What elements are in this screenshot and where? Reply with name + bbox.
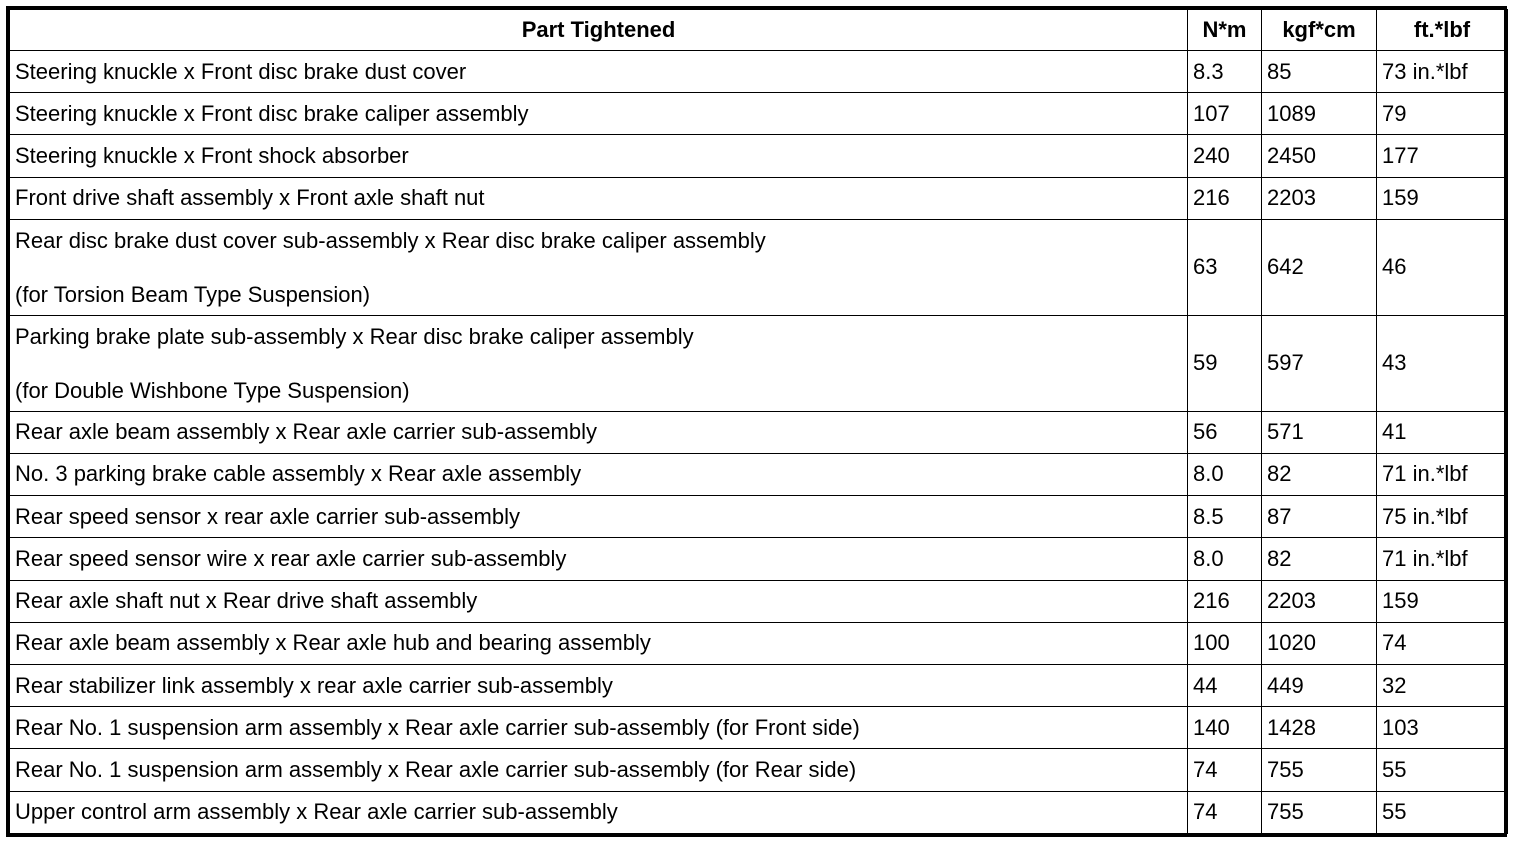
table-header-row bbox=[10, 10, 1508, 51]
header-nm: N*m bbox=[1188, 10, 1262, 51]
cell-nm: 216 bbox=[1188, 580, 1262, 622]
cell-ft-lbf: 79 bbox=[1377, 93, 1508, 135]
cell-ft-lbf: 43 bbox=[1377, 315, 1508, 411]
cell-ft-lbf: 46 bbox=[1377, 219, 1508, 315]
cell-part-tightened: Steering knuckle x Front disc brake dust cover bbox=[10, 51, 1188, 93]
cell-kgf-cm: 642 bbox=[1262, 219, 1377, 315]
table-row bbox=[10, 707, 1508, 749]
cell-nm: 100 bbox=[1188, 622, 1262, 664]
cell-part-tightened: Steering knuckle x Front disc brake caliper assembly bbox=[10, 93, 1188, 135]
cell-kgf-cm: 449 bbox=[1262, 664, 1377, 706]
cell-ft-lbf: 103 bbox=[1377, 707, 1508, 749]
table-row bbox=[10, 219, 1508, 315]
cell-part-tightened bbox=[10, 315, 1188, 411]
cell-kgf-cm: 85 bbox=[1262, 51, 1377, 93]
cell-nm: 74 bbox=[1188, 791, 1262, 833]
cell-kgf-cm: 82 bbox=[1262, 538, 1377, 580]
table-row bbox=[10, 411, 1508, 453]
cell-part-tightened: Rear axle shaft nut x Rear drive shaft assembly bbox=[10, 580, 1188, 622]
cell-part-tightened: Rear stabilizer link assembly x rear axle carrier sub-assembly bbox=[10, 664, 1188, 706]
cell-kgf-cm: 82 bbox=[1262, 453, 1377, 495]
part-description: Parking brake plate sub-assembly x Rear disc brake caliper assembly bbox=[15, 323, 694, 349]
cell-nm: 8.5 bbox=[1188, 496, 1262, 538]
cell-kgf-cm: 1089 bbox=[1262, 93, 1377, 135]
torque-spec-table-container bbox=[6, 6, 1507, 837]
cell-kgf-cm: 2203 bbox=[1262, 177, 1377, 219]
cell-ft-lbf: 177 bbox=[1377, 135, 1508, 177]
cell-ft-lbf: 159 bbox=[1377, 580, 1508, 622]
table-row bbox=[10, 791, 1508, 833]
table-body bbox=[10, 51, 1508, 834]
part-note: (for Torsion Beam Type Suspension) bbox=[15, 281, 371, 307]
cell-ft-lbf: 32 bbox=[1377, 664, 1508, 706]
cell-kgf-cm: 755 bbox=[1262, 749, 1377, 791]
table-row bbox=[10, 664, 1508, 706]
table-row bbox=[10, 135, 1508, 177]
cell-nm: 56 bbox=[1188, 411, 1262, 453]
table-row bbox=[10, 622, 1508, 664]
cell-nm: 8.0 bbox=[1188, 538, 1262, 580]
cell-nm: 216 bbox=[1188, 177, 1262, 219]
cell-kgf-cm: 1428 bbox=[1262, 707, 1377, 749]
cell-kgf-cm: 2203 bbox=[1262, 580, 1377, 622]
cell-kgf-cm: 1020 bbox=[1262, 622, 1377, 664]
cell-nm: 74 bbox=[1188, 749, 1262, 791]
line-spacer bbox=[15, 254, 1182, 281]
cell-ft-lbf: 75 in.*lbf bbox=[1377, 496, 1508, 538]
cell-part-tightened: Rear No. 1 suspension arm assembly x Rear axle carrier sub-assembly (for Rear side) bbox=[10, 749, 1188, 791]
cell-part-tightened: Steering knuckle x Front shock absorber bbox=[10, 135, 1188, 177]
cell-nm: 140 bbox=[1188, 707, 1262, 749]
cell-ft-lbf: 55 bbox=[1377, 749, 1508, 791]
cell-ft-lbf: 41 bbox=[1377, 411, 1508, 453]
cell-nm: 8.3 bbox=[1188, 51, 1262, 93]
cell-part-tightened: Rear speed sensor wire x rear axle carrier sub-assembly bbox=[10, 538, 1188, 580]
table-row bbox=[10, 580, 1508, 622]
cell-ft-lbf: 55 bbox=[1377, 791, 1508, 833]
cell-nm: 44 bbox=[1188, 664, 1262, 706]
cell-kgf-cm: 2450 bbox=[1262, 135, 1377, 177]
table-row bbox=[10, 453, 1508, 495]
cell-nm: 107 bbox=[1188, 93, 1262, 135]
table-row bbox=[10, 93, 1508, 135]
cell-ft-lbf: 74 bbox=[1377, 622, 1508, 664]
cell-kgf-cm: 597 bbox=[1262, 315, 1377, 411]
cell-ft-lbf: 71 in.*lbf bbox=[1377, 538, 1508, 580]
torque-spec-table bbox=[9, 9, 1508, 834]
cell-kgf-cm: 87 bbox=[1262, 496, 1377, 538]
cell-part-tightened: Rear No. 1 suspension arm assembly x Rear axle carrier sub-assembly (for Front side) bbox=[10, 707, 1188, 749]
table-row bbox=[10, 315, 1508, 411]
part-note: (for Double Wishbone Type Suspension) bbox=[15, 377, 410, 403]
header-kgf-cm: kgf*cm bbox=[1262, 10, 1377, 51]
cell-ft-lbf: 71 in.*lbf bbox=[1377, 453, 1508, 495]
cell-nm: 8.0 bbox=[1188, 453, 1262, 495]
header-ft-lbf: ft.*lbf bbox=[1377, 10, 1508, 51]
cell-part-tightened bbox=[10, 219, 1188, 315]
table-row bbox=[10, 177, 1508, 219]
cell-ft-lbf: 159 bbox=[1377, 177, 1508, 219]
cell-part-tightened: No. 3 parking brake cable assembly x Rear axle assembly bbox=[10, 453, 1188, 495]
cell-nm: 63 bbox=[1188, 219, 1262, 315]
cell-part-tightened: Rear axle beam assembly x Rear axle hub and bearing assembly bbox=[10, 622, 1188, 664]
table-row bbox=[10, 749, 1508, 791]
cell-kgf-cm: 755 bbox=[1262, 791, 1377, 833]
cell-part-tightened: Rear speed sensor x rear axle carrier sub-assembly bbox=[10, 496, 1188, 538]
cell-part-tightened: Upper control arm assembly x Rear axle carrier sub-assembly bbox=[10, 791, 1188, 833]
line-spacer bbox=[15, 350, 1182, 377]
cell-part-tightened: Rear axle beam assembly x Rear axle carrier sub-assembly bbox=[10, 411, 1188, 453]
cell-ft-lbf: 73 in.*lbf bbox=[1377, 51, 1508, 93]
cell-part-tightened: Front drive shaft assembly x Front axle shaft nut bbox=[10, 177, 1188, 219]
table-row bbox=[10, 51, 1508, 93]
cell-nm: 240 bbox=[1188, 135, 1262, 177]
table-row bbox=[10, 538, 1508, 580]
table-row bbox=[10, 496, 1508, 538]
header-part-tightened: Part Tightened bbox=[10, 10, 1188, 51]
cell-kgf-cm: 571 bbox=[1262, 411, 1377, 453]
part-description: Rear disc brake dust cover sub-assembly x Rear disc brake caliper assembly bbox=[15, 227, 766, 253]
cell-nm: 59 bbox=[1188, 315, 1262, 411]
